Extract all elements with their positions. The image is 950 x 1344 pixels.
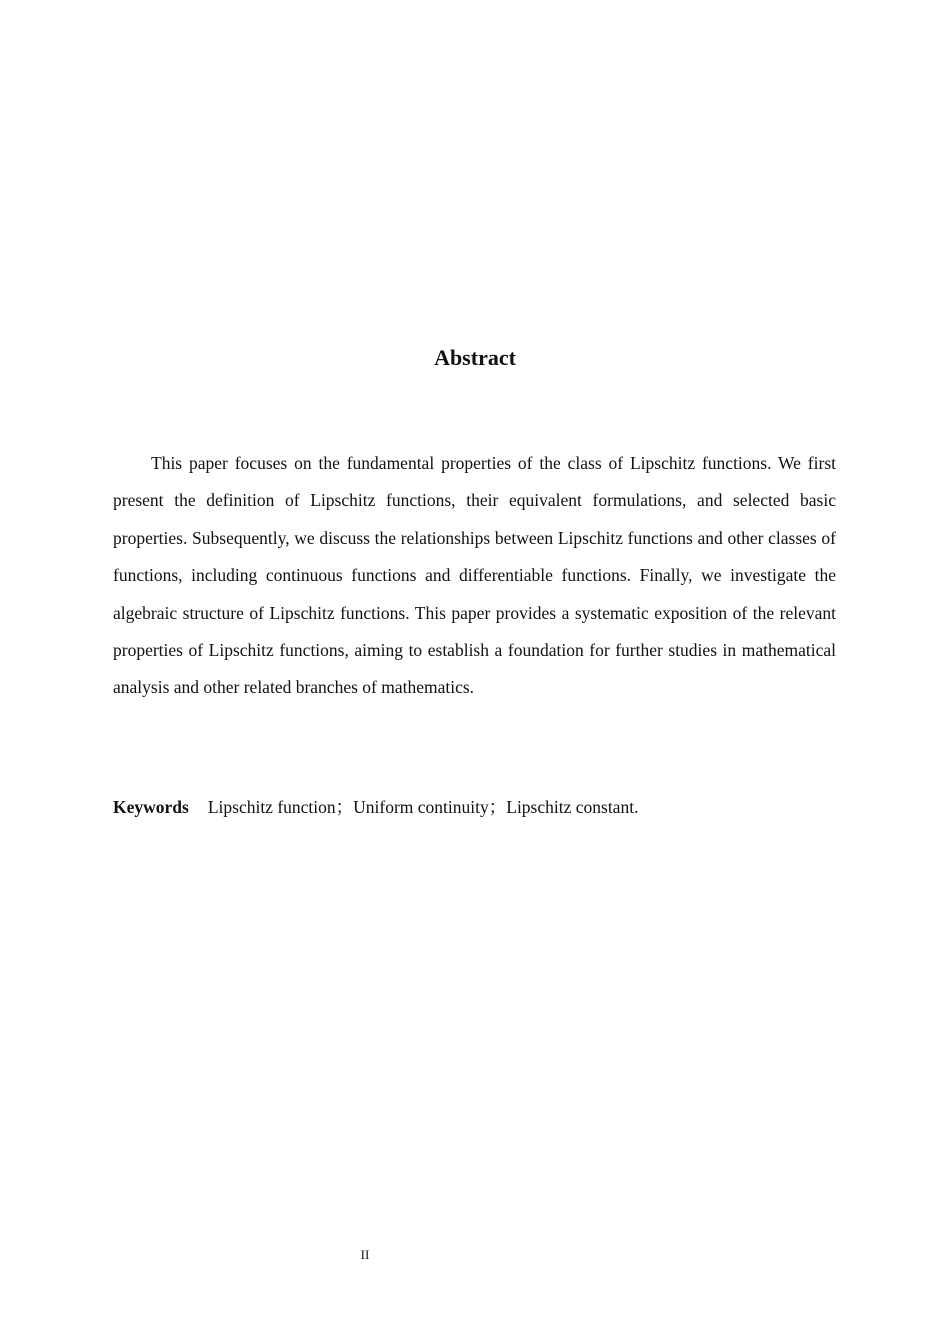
keywords-text: Lipschitz function；Uniform continuity；Lipschitz constant. (207, 797, 639, 817)
abstract-paragraph: This paper focuses on the fundamental properties of the class of Lipschitz functions. We first present the definition of Lipschitz functions, their equivalent formulations, and selected basic properties. Subsequently, we discuss the relationships between Lipschitz functions and other classes of functions, including continuous functions and differentiable functions. Finally, we investigate the algebraic structure of Lipschitz functions. This paper provides a systematic exposition of the relevant properties of Lipschitz functions, aiming to establish a foundation for further studies in mathematical analysis and other related branches of mathematics. (113, 453, 836, 698)
keywords-label: Keywords (113, 797, 189, 817)
page-title: Abstract (434, 345, 516, 370)
page-number: II (360, 1247, 370, 1262)
keywords-line (113, 792, 836, 822)
